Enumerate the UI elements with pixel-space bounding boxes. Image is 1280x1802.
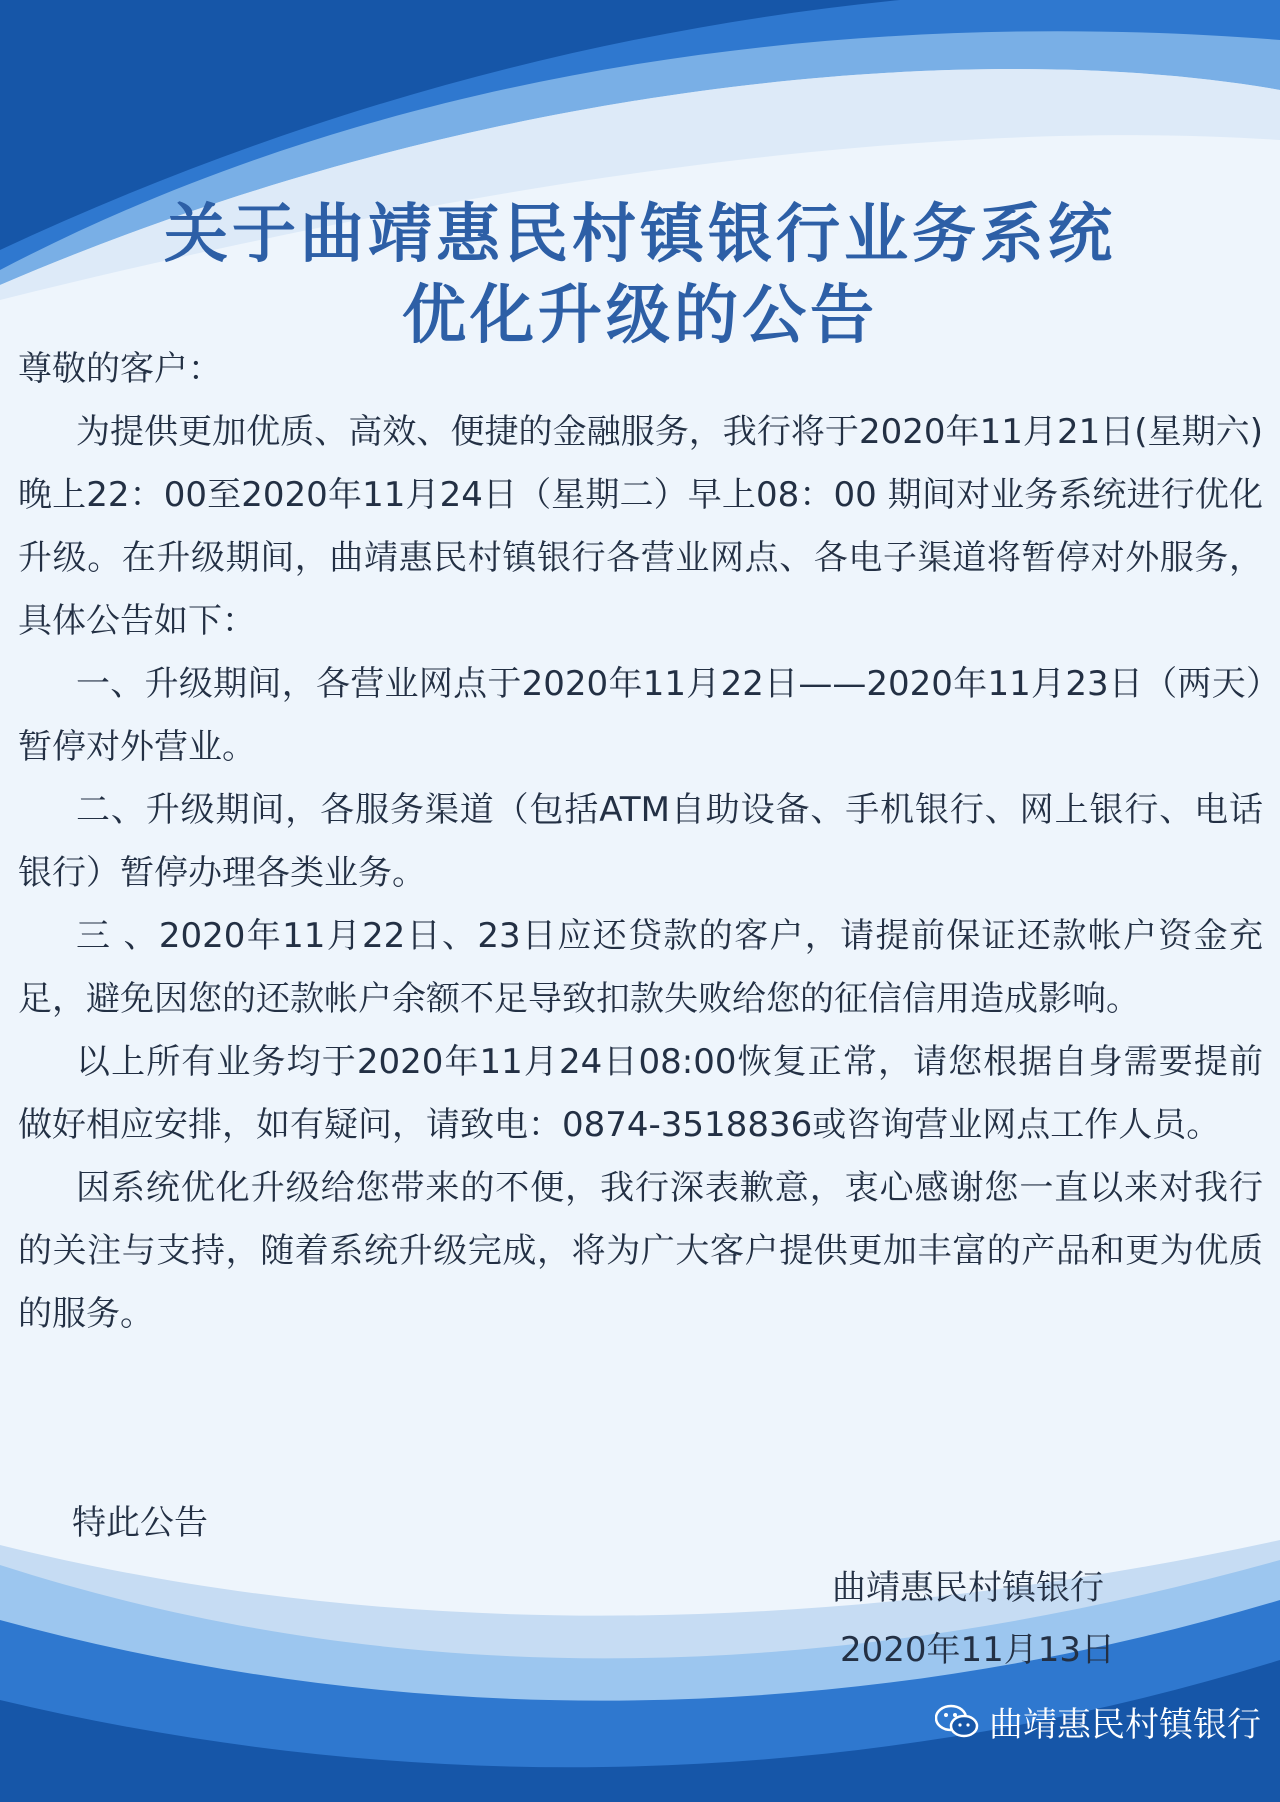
watermark-text: 曲靖惠民村镇银行	[989, 1705, 1261, 1745]
paragraph-resume: 以上所有业务均于2020年11月24日08:00恢复正常，请您根据自身需要提前做好相应安排，如有疑问，请致电：0874-3518836或咨询营业网点工作人员。	[18, 1042, 1263, 1145]
signature-org: 曲靖惠民村镇银行	[832, 1568, 1104, 1608]
notice-body	[18, 338, 1263, 1346]
greeting: 尊敬的客户：	[18, 349, 222, 389]
wechat-icon	[935, 1704, 979, 1740]
paragraph-apology: 因系统优化升级给您带来的不便，我行深表歉意，衷心感谢您一直以来对我行的关注与支持，随着系统升级完成，将为广大客户提供更加丰富的产品和更为优质的服务。	[18, 1168, 1263, 1334]
signature-date: 2020年11月13日	[840, 1630, 1116, 1670]
closing-text: 特此公告	[72, 1503, 208, 1543]
notice-title-line-1: 关于曲靖惠民村镇银行业务系统	[164, 197, 1116, 272]
paragraph-item-1: 一、升级期间，各营业网点于2020年11月22日——2020年11月23日（两天）暂停对外营业。	[18, 664, 1263, 767]
paragraph-item-3: 三 、2020年11月22日、23日应还贷款的客户，请提前保证还款帐户资金充足，避免因您的还款帐户余额不足导致扣款失败给您的征信信用造成影响。	[18, 916, 1263, 1019]
notice-title-line-2: 优化升级的公告	[402, 278, 878, 353]
paragraph-item-2: 二、升级期间，各服务渠道（包括ATM自助设备、手机银行、网上银行、电话银行）暂停办理各类业务。	[18, 790, 1263, 893]
watermark	[935, 1697, 1261, 1746]
paragraph-intro: 为提供更加优质、高效、便捷的金融服务，我行将于2020年11月21日(星期六)晚上22：00至2020年11月24日（星期二）早上08：00 期间对业务系统进行优化升级。在升级期间，曲靖惠民村镇银行各营业网点、各电子渠道将暂停对外服务，具体公告如下：	[18, 412, 1263, 641]
